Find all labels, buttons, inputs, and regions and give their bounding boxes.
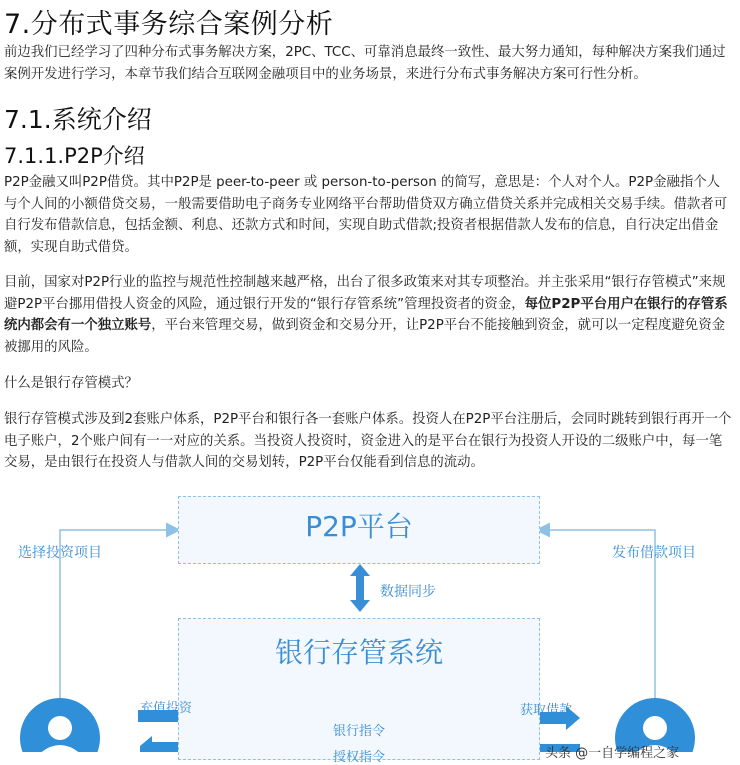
bank-custody-diagram [0, 480, 740, 765]
select-project-label: 选择投资项目 [18, 545, 102, 561]
bank-instruction-label: 银行指令 [333, 724, 386, 739]
get-loan-label: 获取借款 [520, 703, 573, 718]
sub-subsection-title: 7.1.1.P2P介绍 [4, 144, 145, 168]
recharge-label: 充值投资 [140, 701, 193, 716]
p2p-paragraph: P2P金融又叫P2P借贷。其中P2P是 peer-to-peer 或 person-to-person 的简写，意思是：个人对个人。P2P金融指个人与个人间的小额借贷交易，一般需要借助电子商务专业网络平台帮助借贷双方确立借贷关系并完成相关交易手续。借款者可自行发布借款信息，包括金额、利息、还款方式和时间，实现自助式借款;投资者根据借款人发布的信息，自行决定出借金额，实现自助式借贷。 [4, 175, 728, 255]
policy-text-b: ，平台来管理交易，做到资金和交易分开，让P2P平台不能接触到资金，就可以一定程度避免资金被挪用的风险。 [4, 318, 725, 355]
data-sync-arrow-icon [350, 564, 370, 612]
p2p-platform-title: P2P平台 [305, 510, 413, 543]
intro-paragraph: 前边我们已经学习了四种分布式事务解决方案，2PC、TCC、可靠消息最终一致性、最大努力通知，每种解决方案我们通过案例开发进行学习，本章节我们结合互联网金融项目中的业务场景，来进行分布式事务解决方案可行性分析。 [4, 45, 726, 82]
question-paragraph: 什么是银行存管模式？ [4, 376, 138, 391]
bank-system-title: 银行存管系统 [274, 636, 443, 669]
subsection-title: 7.1.系统介绍 [4, 105, 152, 134]
policy-text-a: 目前，国家对P2P行业的监控与规范性控制越来越严格，出台了很多政策来对其专项整治。并主张采用“银行存管模式”来规避P2P平台挪用借投人资金的风险，通过银行开发的“银行存管系统”管理投资者的资金， [4, 275, 726, 312]
authorization-instruction-label: 授权指令 [333, 750, 386, 765]
policy-paragraph [4, 272, 732, 358]
p2p-platform-box [178, 496, 540, 564]
bank-custody-paragraph: 银行存管模式涉及到2套账户体系，P2P平台和银行各一套账户体系。投资人在P2P平台注册后，会同时跳转到银行再开一个电子账户，2个账户间有一一对应的关系。当投资人投资时，资金进入的是平台在银行为投资人开设的二级账户中，每一笔交易，是由银行在投资人与借款人间的交易划转，P2P平台仅能看到信息的流动。 [4, 412, 732, 470]
watermark-text: 头条 @一自学编程之家 [545, 746, 680, 761]
investor-avatar-icon [20, 698, 100, 752]
data-sync-label: 数据同步 [380, 584, 436, 600]
policy-bold-text: 每位P2P平台用户在银行的存管系统内都会有一个独立账号 [4, 296, 728, 333]
section-title: 7.分布式事务综合案例分析 [4, 9, 334, 40]
publish-project-label: 发布借款项目 [612, 545, 696, 561]
